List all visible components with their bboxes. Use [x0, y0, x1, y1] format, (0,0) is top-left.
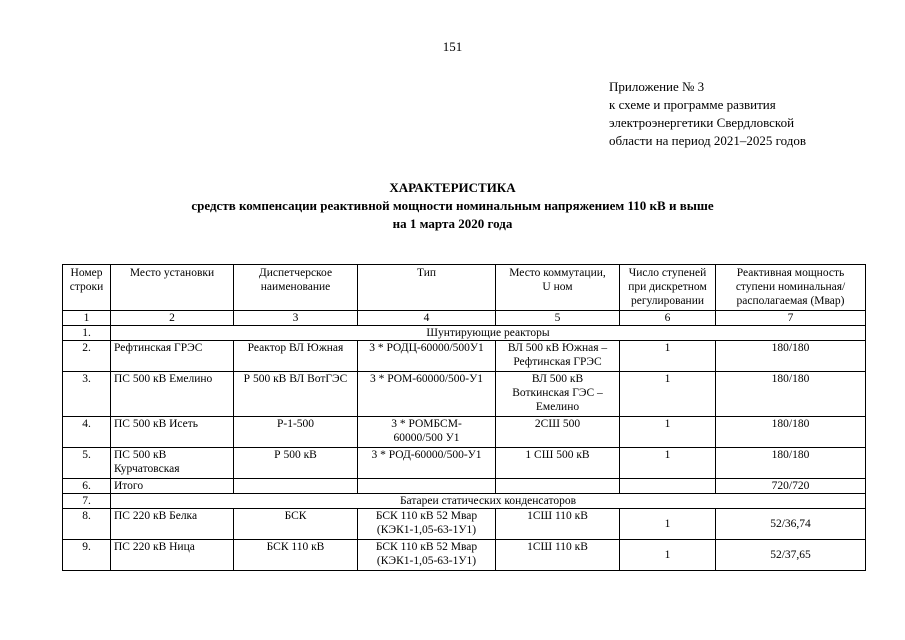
cell-line: БСК 110 кВ 52 Мвар [375, 510, 478, 522]
install-place [111, 509, 234, 540]
column-header [358, 265, 496, 311]
reactive-power: 180/180 [716, 372, 866, 417]
cell-line: БСК 110 кВ [266, 541, 325, 553]
cell-line: 2СШ 500 [534, 418, 581, 430]
cell-line: Р 500 кВ ВЛ ВотГЭС [243, 373, 348, 385]
column-number: 3 [234, 311, 358, 326]
row-number: 1. [63, 326, 111, 341]
cell-line: наименование [260, 281, 331, 293]
table-row [63, 341, 866, 372]
column-number: 5 [496, 311, 620, 326]
install-place [111, 372, 234, 417]
cell-line: Р 500 кВ [274, 449, 317, 461]
cell-line: Емелино [535, 401, 580, 413]
cell-line: U ном [542, 281, 573, 293]
cell-line: 3 * РОМ-60000/500-У1 [369, 373, 484, 385]
switching-point [496, 341, 620, 372]
column-header [716, 265, 866, 311]
empty-cell [358, 479, 496, 494]
table-row [63, 509, 866, 540]
cell-line: Реактор ВЛ Южная [247, 342, 344, 354]
switching-point [496, 417, 620, 448]
total-row [63, 479, 866, 494]
switching-point [496, 372, 620, 417]
column-header [234, 265, 358, 311]
cell-line: ПС 220 кВ Ница [114, 541, 195, 553]
dispatch-name [234, 372, 358, 417]
cell-line: 1СШ 110 кВ [527, 510, 588, 522]
page-number: 151 [442, 39, 463, 54]
title-line-3: на 1 марта 2020 года [392, 216, 513, 231]
column-header [496, 265, 620, 311]
dispatch-name [234, 417, 358, 448]
row-number: 3. [63, 372, 111, 417]
cell-line: Место установки [129, 267, 215, 279]
document-title [0, 179, 905, 233]
column-header [111, 265, 234, 311]
cell-line: Реактивная мощность [736, 267, 845, 279]
empty-cell [234, 479, 358, 494]
column-number: 4 [358, 311, 496, 326]
cell-line: регулировании [630, 295, 705, 307]
install-place [111, 417, 234, 448]
row-number: 6. [63, 479, 111, 494]
step-count: 1 [620, 540, 716, 571]
row-number: 5. [63, 448, 111, 479]
table-row [63, 417, 866, 448]
cell-line: Место коммутации, [509, 267, 606, 279]
cell-line: при дискретном [628, 281, 707, 293]
switching-point [496, 540, 620, 571]
equipment-type [358, 341, 496, 372]
cell-line: ВЛ 500 кВ [531, 373, 584, 385]
row-number: 2. [63, 341, 111, 372]
cell-line: Р-1-500 [276, 418, 315, 430]
cell-line: (КЭК1-1,05-63-1У1) [376, 524, 477, 536]
dispatch-name [234, 341, 358, 372]
dispatch-name [234, 540, 358, 571]
step-count: 1 [620, 417, 716, 448]
cell-line: БСК 110 кВ 52 Мвар [375, 541, 478, 553]
cell-line: БСК [284, 510, 307, 522]
table-row [63, 448, 866, 479]
reactive-power: 720/720 [716, 479, 866, 494]
cell-line: Тип [416, 267, 437, 279]
column-header [63, 265, 111, 311]
header-row [63, 265, 866, 311]
appendix-line: электроэнергетики Свердловской [609, 115, 795, 130]
column-header [620, 265, 716, 311]
title-line-2: средств компенсации реактивной мощности номинальным напряжением 110 кВ и выше [191, 198, 714, 213]
cell-line: 60000/500 У1 [393, 432, 460, 444]
step-count: 1 [620, 372, 716, 417]
cell-line: 3 * РОД-60000/500-У1 [371, 449, 482, 461]
cell-line: Курчатовская [114, 463, 180, 475]
cell-line: ПС 500 кВ [114, 449, 167, 461]
cell-line: Рефтинская ГРЭС [513, 356, 602, 368]
dispatch-name [234, 448, 358, 479]
section-label: Шунтирующие реакторы [111, 326, 866, 341]
appendix-note [609, 78, 806, 150]
row-number: 4. [63, 417, 111, 448]
install-place [111, 448, 234, 479]
cell-line: Воткинская ГЭС – [512, 387, 603, 399]
column-number: 6 [620, 311, 716, 326]
reactive-power: 180/180 [716, 448, 866, 479]
step-count: 1 [620, 448, 716, 479]
column-number: 1 [63, 311, 111, 326]
cell-line: 3 * РОМБСМ- [391, 418, 462, 430]
reactive-power: 180/180 [716, 341, 866, 372]
empty-cell [620, 479, 716, 494]
total-label: Итого [111, 479, 234, 494]
cell-line: Диспетчерское [258, 267, 333, 279]
reactive-power: 52/37,65 [716, 540, 866, 571]
cell-line: ступени номинальная/ [735, 281, 846, 293]
step-count: 1 [620, 341, 716, 372]
table-row [63, 372, 866, 417]
cell-line: ПС 500 кВ Емелино [114, 373, 213, 385]
step-count: 1 [620, 509, 716, 540]
cell-line: ПС 220 кВ Белка [114, 510, 198, 522]
install-place [111, 540, 234, 571]
equipment-type [358, 540, 496, 571]
cell-line: Рефтинская ГРЭС [114, 342, 203, 354]
equipment-type [358, 372, 496, 417]
row-number: 8. [63, 509, 111, 540]
switching-point [496, 509, 620, 540]
row-number: 9. [63, 540, 111, 571]
cell-line: (КЭК1-1,05-63-1У1) [376, 555, 477, 567]
cell-line: 1 СШ 500 кВ [525, 449, 590, 461]
cell-line: Число ступеней [628, 267, 707, 279]
section-row [63, 326, 866, 341]
compensation-table [62, 264, 866, 571]
switching-point [496, 448, 620, 479]
appendix-line: Приложение № 3 [609, 79, 705, 94]
empty-cell [496, 479, 620, 494]
cell-line: Номер [70, 267, 103, 279]
reactive-power: 180/180 [716, 417, 866, 448]
reactive-power: 52/36,74 [716, 509, 866, 540]
section-label: Батареи статических конденсаторов [111, 494, 866, 509]
install-place [111, 341, 234, 372]
dispatch-name [234, 509, 358, 540]
cell-line: 1СШ 110 кВ [527, 541, 588, 553]
cell-line: ПС 500 кВ Исеть [114, 418, 199, 430]
equipment-type [358, 509, 496, 540]
title-line-1: ХАРАКТЕРИСТИКА [389, 180, 516, 195]
row-number: 7. [63, 494, 111, 509]
column-number: 7 [716, 311, 866, 326]
cell-line: строки [69, 281, 104, 293]
cell-line: ВЛ 500 кВ Южная – [507, 342, 608, 354]
appendix-line: к схеме и программе развития [609, 97, 776, 112]
equipment-type [358, 417, 496, 448]
column-number-row [63, 311, 866, 326]
column-number: 2 [111, 311, 234, 326]
appendix-line: области на период 2021–2025 годов [609, 133, 806, 148]
equipment-type [358, 448, 496, 479]
table-row [63, 540, 866, 571]
section-row [63, 494, 866, 509]
cell-line: 3 * РОДЦ-60000/500У1 [369, 342, 484, 354]
cell-line: располагаемая (Мвар) [736, 295, 845, 307]
